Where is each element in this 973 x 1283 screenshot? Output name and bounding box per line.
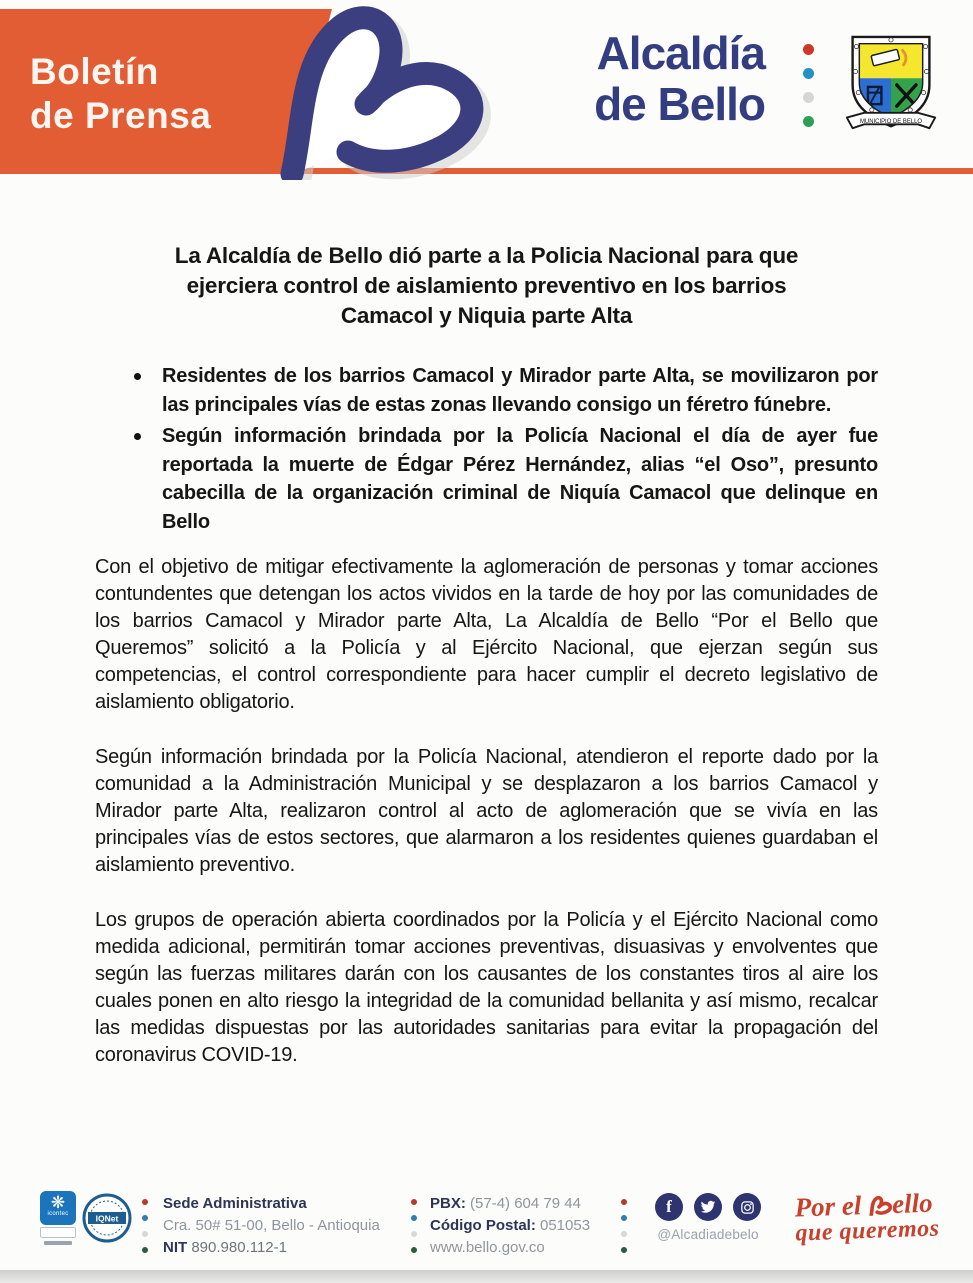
accent-dot-green xyxy=(411,1247,417,1253)
bullet-list xyxy=(95,362,878,536)
crest-ribbon-text: MUNICIPIO DE BELLO xyxy=(859,118,923,125)
accent-dot-blue xyxy=(142,1215,148,1221)
slogan-logo xyxy=(794,1189,940,1246)
facebook-icon: f xyxy=(655,1193,683,1221)
contact-block xyxy=(430,1193,590,1259)
footer xyxy=(0,1185,973,1270)
address-block xyxy=(163,1193,380,1259)
paragraph-3: Los grupos de operación abierta coordinados por la Policía y el Ejército Nacional como medida adicional, permitirán tomar acciones preventivas, disuasivas y envolventes que según las fuerzas militares darán con los causantes de los constantes tiros al aire los cuales ponen en alto riesgo la integridad de la comunidad bellanita y así mismo, recalcar las medidas dispuestas por las autoridades sanitarias para evitar la propagación del coronavirus COVID-19. xyxy=(95,909,878,1066)
accent-dot-green xyxy=(803,116,814,127)
bulletin-title-line2: de Prensa xyxy=(30,95,212,136)
iqnet-badge-icon xyxy=(82,1193,132,1243)
article-title-line3: Camacol y Niquia parte Alta xyxy=(340,303,633,328)
page-bottom-edge xyxy=(0,1270,973,1283)
slogan-line1-prefix: Por el xyxy=(794,1190,862,1223)
slogan-line1-suffix: ello xyxy=(891,1187,934,1220)
bullet-item xyxy=(95,362,878,419)
icontec-flower-icon: ❋ xyxy=(50,1193,66,1212)
nit-label: NIT xyxy=(163,1239,188,1256)
bulletin-title xyxy=(30,50,211,138)
pbx-value: (57-4) 604 79 44 xyxy=(470,1195,581,1212)
footer-dots-1 xyxy=(142,1199,148,1253)
article-title xyxy=(95,241,878,331)
accent-dot-green xyxy=(621,1247,627,1253)
postal-value: 051053 xyxy=(540,1217,591,1234)
bullet-text: Según información brindada por la Policía Nacional el día de ayer fue reportada la muerte de Édgar Pérez Hernández, alias “el Oso”, presunto cabecilla de la organización criminal de Niquía Camacol que delinque en Bello xyxy=(162,425,878,533)
icontec-cert-code xyxy=(44,1241,72,1245)
iqnet-label: IQNet xyxy=(95,1213,119,1224)
bullet-dot xyxy=(134,433,141,440)
address-line: Cra. 50# 51-00, Bello - Antioquia xyxy=(163,1217,380,1234)
accent-dot-red xyxy=(621,1199,627,1205)
org-title xyxy=(420,28,765,130)
icontec-label: icontec xyxy=(47,1211,69,1217)
social-block xyxy=(648,1193,768,1242)
org-title-line1: Alcaldía xyxy=(596,27,765,79)
accent-dot-blue xyxy=(621,1215,627,1221)
accent-dot-red xyxy=(142,1199,148,1205)
footer-dots-3 xyxy=(621,1199,627,1253)
website-link: www.bello.gov.co xyxy=(430,1239,545,1256)
postal-label: Código Postal: xyxy=(430,1217,536,1234)
nit-value: 890.980.112-1 xyxy=(191,1239,287,1256)
paragraph-2: Según información brindada por la Policía Nacional, atendieron el reporte dado por la comunidad a la Administración Municipal y se desplazaron a los barrios Camacol y Mirador parte Alta, realizaron control al acto de aglomeración que se vivía en las principales vías de estos sectores, que alarmaron a los residentes quienes guardaban el aislamiento preventivo. xyxy=(95,746,878,876)
pbx-label: PBX: xyxy=(430,1195,466,1212)
instagram-icon xyxy=(733,1193,761,1221)
footer-dots-2 xyxy=(411,1199,417,1253)
bullet-text: Residentes de los barrios Camacol y Mirador parte Alta, se movilizaron por las principales vías de estas zonas llevando consigo un féretro fúnebre. xyxy=(162,365,878,416)
address-title: Sede Administrativa xyxy=(163,1195,307,1212)
accent-dot-red xyxy=(803,44,814,55)
article-title-line1: La Alcaldía de Bello dió parte a la Policia Nacional para que xyxy=(174,243,799,268)
bullet-dot xyxy=(134,373,141,380)
bullet-item xyxy=(95,422,878,536)
accent-dot-gray xyxy=(621,1231,627,1237)
bulletin-title-line1: Boletín xyxy=(30,51,159,92)
accent-dot-gray xyxy=(142,1231,148,1237)
slogan-heart-b-icon xyxy=(868,1195,893,1216)
icontec-badge-icon xyxy=(40,1191,76,1245)
accent-dot-blue xyxy=(803,68,814,79)
accent-dot-red xyxy=(411,1199,417,1205)
accent-dot-blue xyxy=(411,1215,417,1221)
accent-dot-gray xyxy=(803,92,814,103)
article-body xyxy=(95,241,878,1097)
org-title-line2: de Bello xyxy=(594,78,765,130)
slogan-line2: que queremos xyxy=(795,1215,940,1247)
social-handle: @Alcadiadebelo xyxy=(657,1227,759,1242)
article-title-line2: ejerciera control de aislamiento preventivo en los barrios xyxy=(186,273,787,298)
municipal-crest-icon xyxy=(843,33,939,135)
accent-dot-gray xyxy=(411,1231,417,1237)
twitter-icon xyxy=(694,1193,722,1221)
header-accent-dots xyxy=(803,44,814,127)
accent-dot-green xyxy=(142,1247,148,1253)
paragraph-1: Con el objetivo de mitigar efectivamente la aglomeración de personas y tomar acciones contundentes que detengan los actos vividos en la tarde de hoy por las comunidades de los barrios Camacol y Mirador parte Alta, La Alcaldía de Bello “Por el Bello que Queremos” solicitó a la Policía y al Ejército Nacional, que ejerzan según sus competencias, el control correspondiente para hacer cumplir el decreto legislativo de aislamiento obligatorio. xyxy=(95,556,878,713)
icontec-cert-box xyxy=(40,1227,76,1238)
